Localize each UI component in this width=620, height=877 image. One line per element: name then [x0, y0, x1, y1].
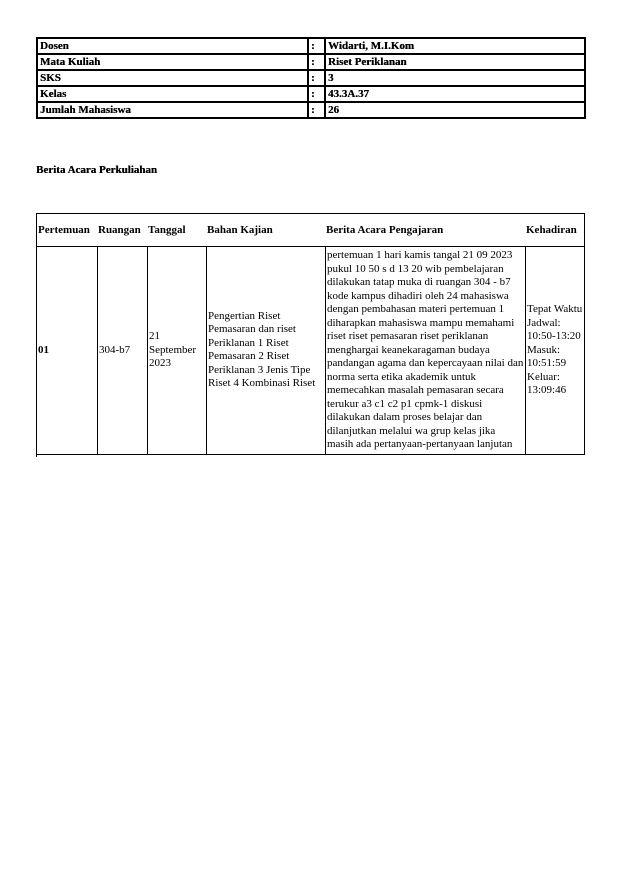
- info-label: Dosen: [37, 38, 308, 54]
- info-label: Kelas: [37, 86, 308, 102]
- info-row-kelas: [37, 86, 585, 102]
- table-spacer-row: [36, 455, 585, 457]
- cell-kehadiran: Tepat Waktu Jadwal: 10:50-13:20 Masuk: 10:51:59 Keluar: 13:09:46: [525, 246, 585, 455]
- section-title: Berita Acara Perkuliahan: [36, 164, 157, 176]
- info-label: Mata Kuliah: [37, 54, 308, 70]
- info-row-mata-kuliah: [37, 54, 585, 70]
- info-separator: :: [308, 38, 325, 54]
- info-value: 3: [325, 70, 585, 86]
- table-row: [36, 246, 585, 455]
- cell-tanggal: 21 September 2023: [147, 246, 206, 455]
- info-value: 26: [325, 102, 585, 118]
- cell-berita-acara: pertemuan 1 hari kamis tangal 21 09 2023 pukul 10 50 s d 13 20 wib pembelajaran dilakukan tatap muka di ruangan 304 - b7 kode kampus dihadiri oleh 24 mahasiswa dengan pembahasan materi pertemuan 1 diharapkan mahasiswa mampu memahami riset riset pemasaran riset periklanan menghargai keanekaragaman budaya pandangan agama dan kepercayaan nilai dan norma serta etika akademik untuk memecahkan masalah pemasaran secara terukur a3 c1 c2 p1 cpmk-1 diskusi dilakukan dalam proses belajar dan dilanjutkan melalui wa grup kelas jika masih ada pertanyaan-pertanyaan lanjutan: [325, 246, 525, 455]
- header-kehadiran: Kehadiran: [525, 213, 585, 246]
- cell-pertemuan: 01: [36, 246, 97, 455]
- cell-bahan-kajian: Pengertian Riset Pemasaran dan riset Periklanan 1 Riset Pemasaran 2 Riset Periklanan 3 Jenis Tipe Riset 4 Kombinasi Riset: [206, 246, 325, 455]
- info-value: Riset Periklanan: [325, 54, 585, 70]
- info-value: Widarti, M.I.Kom: [325, 38, 585, 54]
- header-tanggal: Tanggal: [147, 213, 206, 246]
- info-separator: :: [308, 86, 325, 102]
- spacer-cell: [36, 455, 585, 457]
- attendance-table: [36, 213, 585, 457]
- header-ruangan: Ruangan: [97, 213, 147, 246]
- info-row-sks: [37, 70, 585, 86]
- header-berita-acara: Berita Acara Pengajaran: [325, 213, 525, 246]
- table-header-row: [36, 213, 585, 246]
- info-row-jumlah-mahasiswa: [37, 102, 585, 118]
- header-pertemuan: Pertemuan: [36, 213, 97, 246]
- info-label: SKS: [37, 70, 308, 86]
- info-separator: :: [308, 102, 325, 118]
- info-value: 43.3A.37: [325, 86, 585, 102]
- header-bahan-kajian: Bahan Kajian: [206, 213, 325, 246]
- info-label: Jumlah Mahasiswa: [37, 102, 308, 118]
- cell-ruangan: 304-b7: [97, 246, 147, 455]
- course-info-table: [36, 37, 586, 119]
- info-separator: :: [308, 54, 325, 70]
- info-separator: :: [308, 70, 325, 86]
- info-row-dosen: [37, 38, 585, 54]
